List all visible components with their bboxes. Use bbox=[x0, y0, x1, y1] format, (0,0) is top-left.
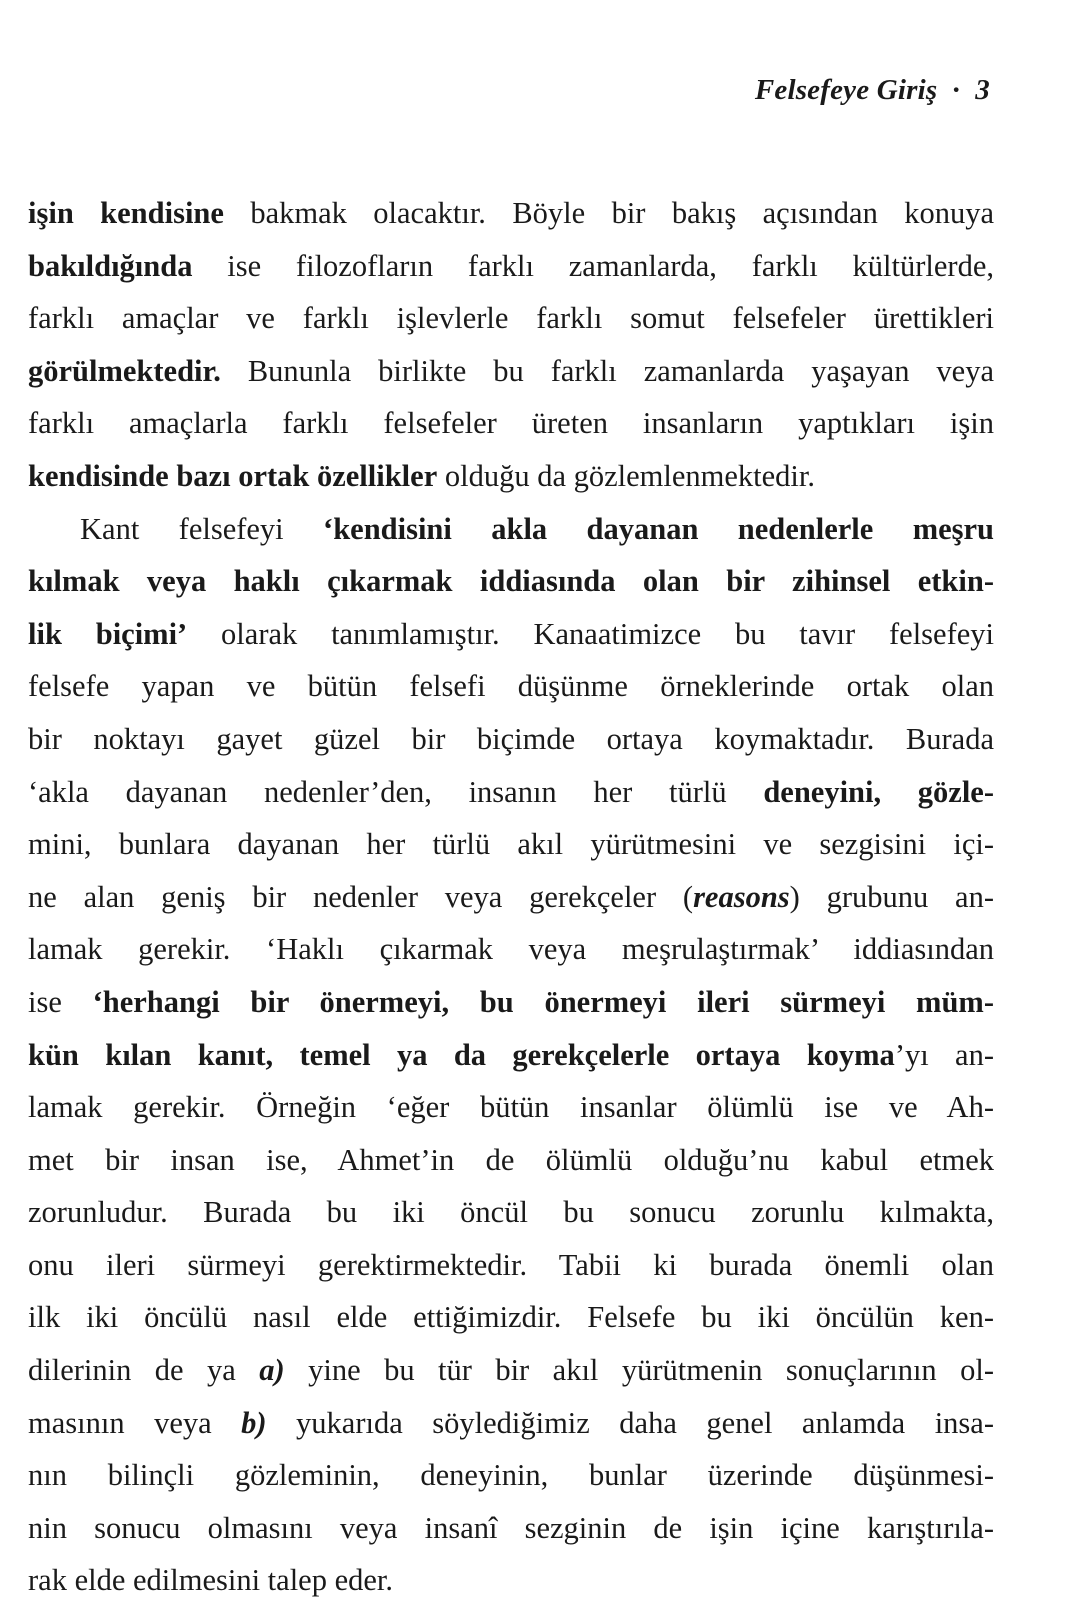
text-line bbox=[28, 345, 994, 398]
text-run: bazı ortak özellikler bbox=[168, 458, 438, 493]
paragraph-2 bbox=[28, 503, 994, 1607]
text-line: ilk iki öncülü nasıl elde ettiğimizdir. Felsefe bu iki öncülün ken- bbox=[28, 1300, 994, 1335]
text-line: nın bilinçli gözleminin, deneyinin, bunlar üzerinde düşünmesi- bbox=[28, 1458, 994, 1493]
text-line bbox=[28, 976, 994, 1029]
text-run: görülmektedir. bbox=[28, 353, 221, 388]
text-line: zorunludur. Burada bu iki öncül bu sonucu zorunlu kılmakta, bbox=[28, 1195, 994, 1230]
running-head bbox=[755, 74, 990, 107]
text-run: bakıldığında bbox=[28, 248, 193, 283]
text-run: a) bbox=[259, 1353, 285, 1388]
text-line bbox=[28, 1029, 994, 1082]
page-number: 3 bbox=[975, 74, 990, 106]
text-line: farklı amaçlar ve farklı işlevlerle farklı somut felsefeler ürettikleri bbox=[28, 301, 994, 336]
text-line: mini, bunlara dayanan her türlü akıl yürütmesini ve sezgisini içi- bbox=[28, 827, 994, 862]
text-line bbox=[28, 450, 994, 503]
text-line bbox=[28, 1344, 994, 1397]
text-line bbox=[28, 1397, 994, 1450]
text-run: masının veya bbox=[28, 1405, 242, 1440]
running-head-separator: · bbox=[951, 74, 962, 106]
text-run: kün kılan kanıt, temel ya da gerekçelerle ortaya koyma bbox=[28, 1037, 895, 1072]
paragraph-1 bbox=[28, 187, 994, 503]
text-line: kılmak veya haklı çıkarmak iddiasında olan bir zihinsel etkin- bbox=[28, 564, 994, 599]
text-run: Kant felsefeyi bbox=[80, 511, 324, 546]
text-line bbox=[28, 187, 994, 240]
text-run: lik biçimi’ bbox=[28, 616, 188, 651]
text-run: ‘akla dayanan nedenler’den, insanın her türlü bbox=[28, 774, 764, 809]
text-run: yukarıda söylediğimiz daha genel anlamda insa- bbox=[266, 1405, 994, 1440]
text-run: ‘herhangi bir önermeyi, bu önermeyi ileri sürmeyi müm- bbox=[92, 984, 994, 1019]
running-head-title: Felsefeye Giriş bbox=[754, 74, 938, 106]
text-line: lamak gerekir. ‘Haklı çıkarmak veya meşrulaştırmak’ iddiasından bbox=[28, 932, 994, 967]
text-run: ne alan geniş bir nedenler veya gerekçeler ( bbox=[28, 879, 694, 914]
text-line: farklı amaçlarla farklı felsefeler üreten insanların yaptıkları işin bbox=[28, 406, 994, 441]
text-line: rak elde edilmesini talep eder. bbox=[28, 1563, 394, 1598]
text-line bbox=[28, 608, 994, 661]
text-run: işin kendisine bbox=[28, 196, 224, 230]
text-line bbox=[28, 871, 994, 924]
text-line: bir noktayı gayet güzel bir biçimde ortaya koymaktadır. Burada bbox=[28, 721, 994, 756]
text-line: onu ileri sürmeyi gerektirmektedir. Tabii ki burada önemli olan bbox=[28, 1247, 994, 1282]
text-run: Bununla birlikte bu farklı zamanlarda yaşayan veya bbox=[220, 353, 994, 388]
text-run: dilerinin de ya bbox=[28, 1353, 260, 1388]
text-run: kendisinde bbox=[28, 458, 169, 493]
text-line: met bir insan ise, Ahmet’in de ölümlü olduğu’nu kabul etmek bbox=[28, 1142, 994, 1177]
text-run: ise filozofların farklı zamanlarda, farklı kültürlerde, bbox=[192, 248, 994, 283]
text-run: reasons bbox=[693, 879, 790, 914]
text-run: b) bbox=[241, 1405, 267, 1440]
text-run: olduğu da gözlemlenmektedir. bbox=[437, 458, 815, 493]
text-line: lamak gerekir. Örneğin ‘eğer bütün insanlar ölümlü ise ve Ah- bbox=[28, 1090, 994, 1125]
text-run: deneyini, gözle- bbox=[763, 774, 994, 809]
text-line: nin sonucu olmasını veya insanî sezginin de işin içine karıştırıla- bbox=[28, 1510, 994, 1545]
text-line: felsefe yapan ve bütün felsefi düşünme örneklerinde ortak olan bbox=[28, 669, 994, 704]
text-run: bakmak olacaktır. Böyle bir bakış açısından konuya bbox=[223, 196, 995, 230]
text-line bbox=[28, 240, 994, 293]
text-run: yine bu tür bir akıl yürütmenin sonuçlarının ol- bbox=[284, 1353, 994, 1388]
body-text bbox=[28, 187, 994, 1607]
text-run: ‘kendisini akla dayanan nedenlerle meşru bbox=[323, 511, 995, 546]
text-line bbox=[28, 766, 994, 819]
text-line bbox=[28, 503, 994, 556]
text-run: ) grubunu an- bbox=[789, 879, 995, 914]
text-run: ise bbox=[28, 984, 93, 1019]
text-run: ’yı an- bbox=[894, 1037, 994, 1072]
text-run: olarak tanımlamıştır. Kanaatimizce bu tavır felsefeyi bbox=[187, 616, 994, 651]
